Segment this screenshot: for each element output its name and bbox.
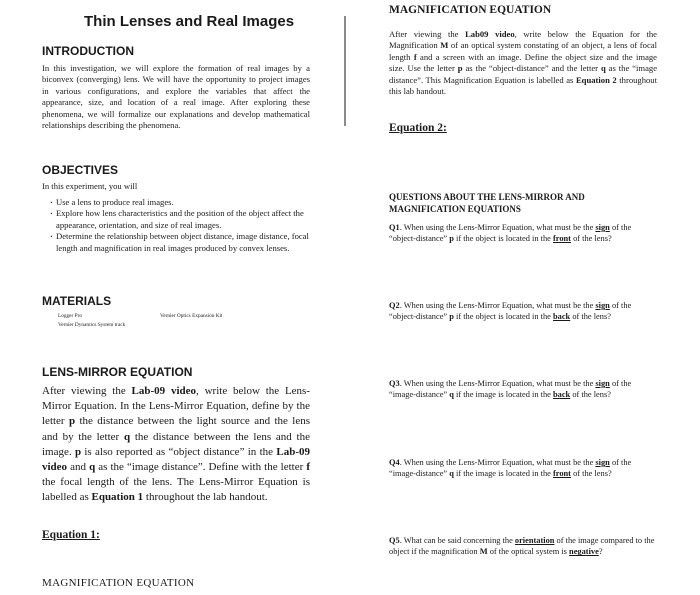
magnification-text: After viewing the Lab09 video, write below the Equation for the Magnification M of an optical system constating of an object, a lens of focal length f and a screen with an image. Define the object size and the image size. Use the letter p as the “object-distance” and the letter q as the “image distance”. This Magnification Equation is labelled as Equation 2 throughout this lab handout. [389,29,658,97]
question-item: Q5. What can be said concerning the orientation of the image compared to the object if the magnification M of the optical system is negative? [389,536,655,557]
question-item: Q2. When using the Lens-Mirror Equation, what must be the sign of the “object-distance” p if the object is located in the back of the lens? [389,301,632,322]
questions-heading: QUESTIONS ABOUT THE LENS-MIRROR AND MAGNIFICATION EQUATIONS [389,192,585,214]
objective-item: · Use a lens to produce real images. [42,197,310,208]
lens-mirror-text: After viewing the Lab-09 video, write below the Lens-Mirror Equation. In the Lens-Mirror Equation, define by the letter p the distance between the light source and the lens and by the letter q the distance between the lens and the image. p is also reported as “object distance” in the Lab-09 video and q as the “image distance”. Define with the letter f the focal length of the lens. The Lens-Mirror Equation is labelled as Equation 1 throughout the lab handout. [42,385,310,504]
materials-heading: MATERIALS [42,294,112,308]
objectives-heading: OBJECTIVES [42,163,119,177]
introduction-heading: INTRODUCTION [42,44,134,58]
introduction-text: In this investigation, we will explore the formation of real images by a biconvex (converging) lens. We will have the opportunity to project images in various configurations, and explore the variables that affect the appearance, size, and location of a real image. After exploring these phenomena, we will formalize our explanations and develop mathematical relationships describing the phenomena. [42,63,310,131]
equation-2-label: Equation 2: [389,122,447,134]
question-item: Q3. When using the Lens-Mirror Equation, what must be the sign of the “image-distance” q if the image is located in the back of the lens? [389,379,632,400]
material-item: Vernier Optics Expansion Kit [160,313,223,319]
objective-item: · Determine the relationship between object distance, image distance, focal length and magnification in real images produced by convex lenses. [42,231,310,254]
column-divider [344,16,346,126]
question-item: Q4. When using the Lens-Mirror Equation, what must be the sign of the “image-distance” q if the image is located in the front of the lens? [389,458,632,479]
material-item: Vernier Dynamics System track [58,322,126,328]
question-item: Q1. When using the Lens-Mirror Equation, what must be the sign of the “object-distance” p if the object is located in the front of the lens? [389,223,632,244]
material-item: Logger Pro [58,313,82,319]
magnification-heading-footer: MAGNIFICATION EQUATION [42,577,195,589]
magnification-heading: MAGNIFICATION EQUATION [389,4,552,16]
objectives-intro: In this experiment, you will [42,181,138,191]
equation-1-label: Equation 1: [42,529,100,541]
lens-mirror-heading: LENS-MIRROR EQUATION [42,365,193,379]
page-title: Thin Lenses and Real Images [84,13,295,30]
objective-item: · Explore how lens characteristics and the position of the object affect the appearance, orientation, and size of real images. [42,208,310,231]
objectives-list [42,197,310,254]
